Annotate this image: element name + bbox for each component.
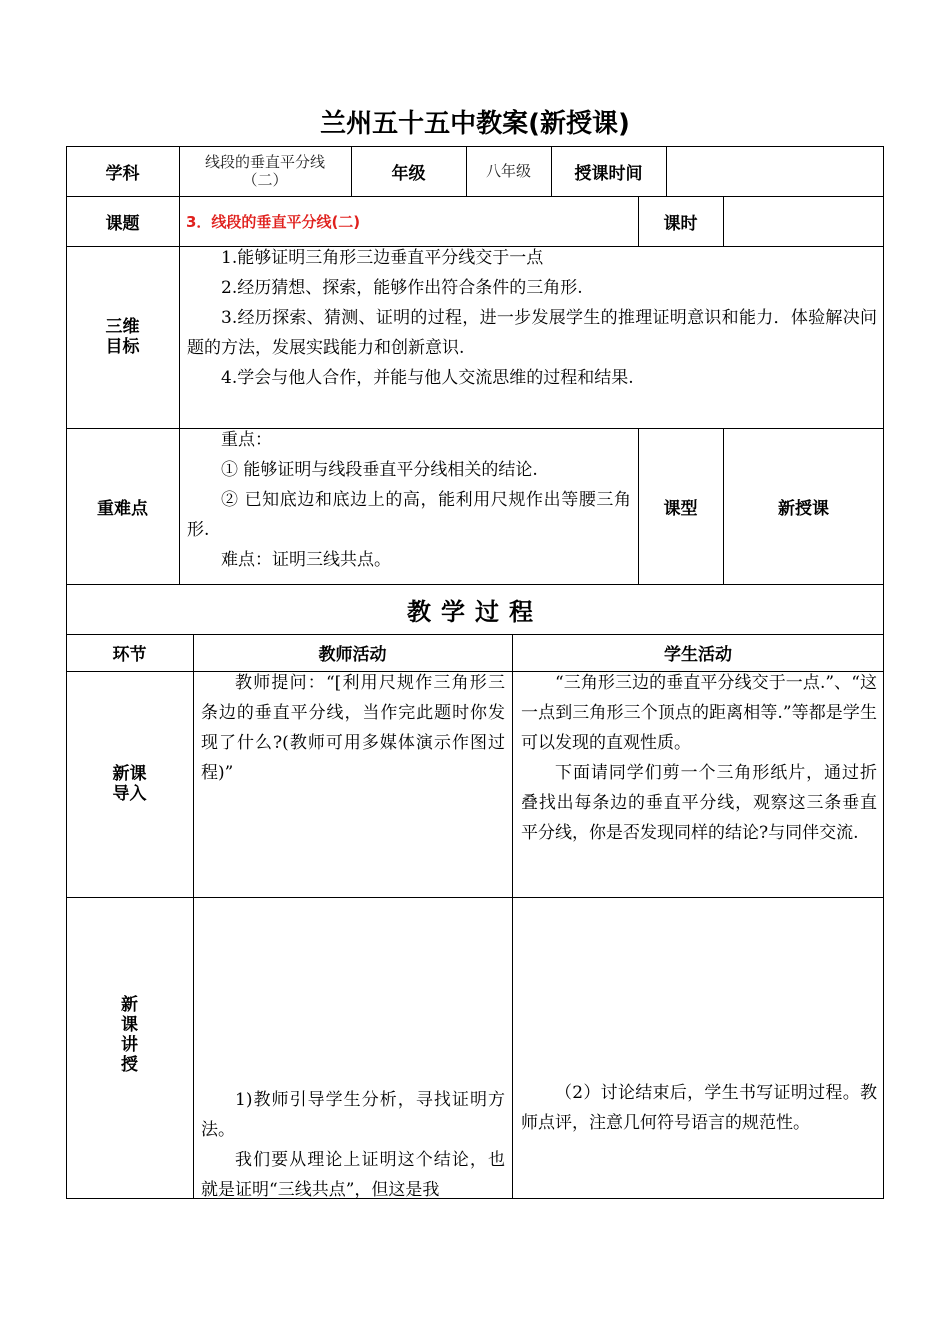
lesson-type-label: 课型 <box>663 499 698 519</box>
stage-char: 新 <box>121 995 138 1015</box>
goals-label-line2: 目标 <box>105 337 140 357</box>
goals-content <box>187 243 877 393</box>
intro-student-activity <box>521 668 877 848</box>
process-heading: 教学过程 <box>407 597 543 626</box>
col-stage-header: 环节 <box>112 645 147 665</box>
stage-intro-label <box>66 671 193 897</box>
teacher-paragraph: 教师提问：“[利用尺规作三角形三条边的垂直平分线，当作完此题时你发现了什么?(教师可用多媒体演示作图过程)” <box>201 673 505 783</box>
goals-label-line1: 三维 <box>105 317 140 337</box>
keypoint-line: 难点：证明三线共点。 <box>221 550 391 570</box>
student-paragraph: （2）讨论结束后，学生书写证明过程。教师点评，注意几何符号语言的规范性。 <box>521 1083 877 1133</box>
lesson-type-value: 新授课 <box>778 499 829 519</box>
time-value <box>666 146 884 196</box>
intro-teacher-activity <box>201 668 505 788</box>
page-title: 兰州五十五中教案(新授课) <box>320 109 630 139</box>
grade-value: 八年级 <box>485 162 531 180</box>
topic-label: 课题 <box>105 213 140 234</box>
goal-item: 4.学会与他人合作，并能与他人交流思维的过程和结果. <box>221 368 634 388</box>
hours-value <box>723 196 884 246</box>
stage-intro-line2: 导入 <box>112 784 147 804</box>
topic-value: 3．线段的垂直平分线(二) <box>186 212 361 231</box>
keypoints-label: 重难点 <box>97 499 148 519</box>
subject-label: 学科 <box>105 163 140 184</box>
stage-char: 授 <box>121 1055 138 1075</box>
hours-label: 课时 <box>663 213 698 234</box>
grade-label: 年级 <box>391 163 426 184</box>
stage-char: 课 <box>121 1015 138 1035</box>
stage-new-lesson-label <box>66 985 193 1085</box>
col-teacher-header: 教师活动 <box>318 645 387 665</box>
keypoint-line: ① 能够证明与线段垂直平分线相关的结论. <box>221 460 538 480</box>
keypoint-line: 重点： <box>221 430 272 450</box>
keypoint-line: ② 已知底边和底边上的高，能利用尺规作出等腰三角形. <box>187 490 631 540</box>
keypoints-content <box>187 425 631 575</box>
stage-intro-line1: 新课 <box>112 764 147 784</box>
time-label: 授课时间 <box>574 163 643 184</box>
student-paragraph: “三角形三边的垂直平分线交于一点.”、“这一点到三角形三个顶点的距离相等.”等都是学生可以发现的直观性质。 <box>521 673 877 753</box>
col-student-header: 学生活动 <box>664 645 732 665</box>
teacher-paragraph: 我们要从理论上证明这个结论，也就是证明“三线共点”，但这是我 <box>201 1150 505 1198</box>
goal-item: 3.经历探索、猜测、证明的过程，进一步发展学生的推理证明意识和能力．体验解决问题的方法，发展实践能力和创新意识. <box>187 308 877 358</box>
subject-value: 线段的垂直平分线（二） <box>204 153 325 189</box>
goal-item: 1.能够证明三角形三边垂直平分线交于一点 <box>221 248 544 268</box>
teacher-paragraph: 1)教师引导学生分析，寻找证明方法。 <box>201 1090 505 1140</box>
goal-item: 2.经历猜想、探索，能够作出符合条件的三角形. <box>221 278 583 298</box>
new-lesson-teacher-activity <box>201 1085 505 1198</box>
new-lesson-student-activity <box>521 1078 877 1138</box>
stage-char: 讲 <box>121 1035 138 1055</box>
goals-label <box>66 246 179 428</box>
student-paragraph: 下面请同学们剪一个三角形纸片，通过折叠找出每条边的垂直平分线，观察这三条垂直平分线，你是否发现同样的结论?与同伴交流. <box>521 763 877 843</box>
